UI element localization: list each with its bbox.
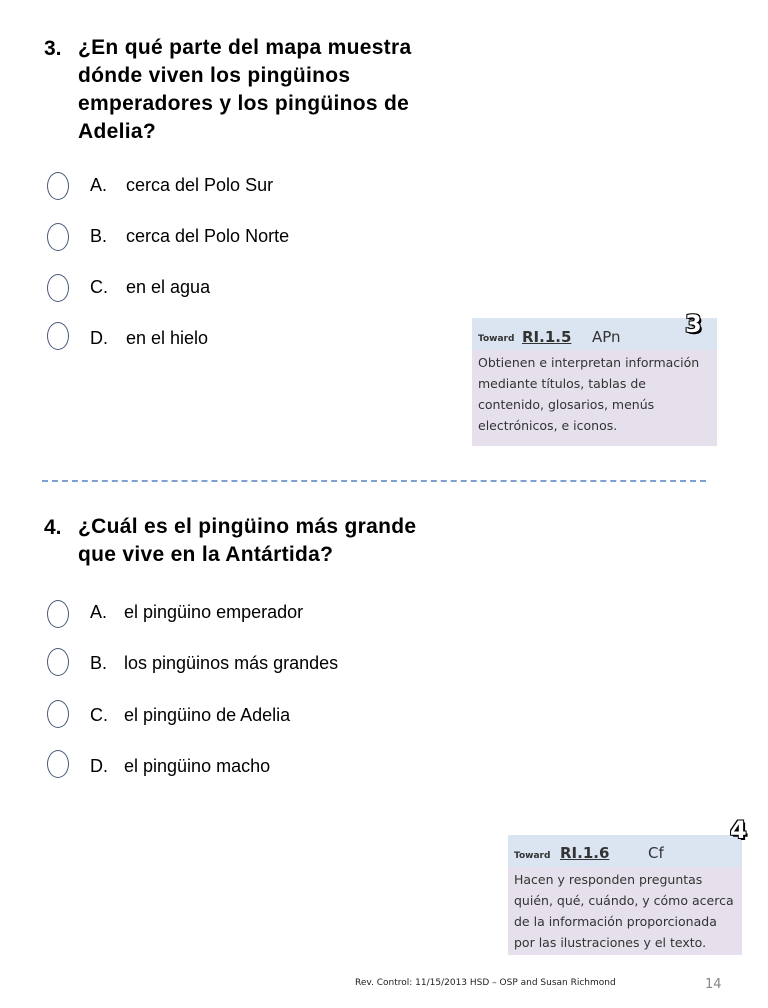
option-letter: D. [90, 756, 108, 776]
question-4-line: que vive en la Antártida? [78, 543, 334, 566]
option-letter: C. [90, 705, 108, 725]
option-letter: B. [90, 226, 108, 246]
radio-circle[interactable] [47, 648, 69, 676]
standard-description: Hacen y responden preguntas quién, qué, cuándo, y cómo acerca de la información proporcionada por las ilustraciones y el texto. [508, 867, 742, 955]
option-text: cerca del Polo Sur [126, 175, 274, 195]
option-letter: A. [90, 175, 108, 195]
question-3-text [78, 34, 411, 146]
standard-box-q3 [472, 318, 717, 446]
toward-label: Toward [514, 851, 551, 861]
question-3-line: dónde viven los pingüinos [78, 64, 351, 87]
option-letter: A. [90, 602, 108, 622]
question-badge: 3 [685, 310, 702, 338]
radio-circle[interactable] [47, 750, 69, 778]
radio-circle[interactable] [47, 274, 69, 302]
option-text: el pingüino de Adelia [124, 705, 291, 725]
question-4-line: ¿Cuál es el pingüino más grande [78, 515, 417, 538]
standard-tag: APn [592, 328, 621, 346]
question-3-line: emperadores y los pingüinos de [78, 92, 410, 115]
option-text: cerca del Polo Norte [126, 226, 290, 246]
standard-code: RI.1.6 [560, 844, 610, 862]
radio-circle[interactable] [47, 172, 69, 200]
standard-header [472, 318, 717, 350]
option-letter: B. [90, 653, 108, 673]
radio-circle[interactable] [47, 322, 69, 350]
option-text: en el agua [126, 277, 211, 297]
standard-header [508, 835, 742, 867]
option-letter: C. [90, 277, 108, 297]
option-letter: D. [90, 328, 108, 348]
standard-description: Obtienen e interpretan información mediante títulos, tablas de contenido, glosarios, menús electrónicos, e iconos. [472, 350, 717, 446]
question-3-number: 3. [44, 37, 62, 60]
question-4-text [78, 513, 416, 569]
standard-tag: Cf [648, 844, 664, 862]
option-text: el pingüino macho [124, 756, 271, 776]
section-divider [42, 480, 706, 482]
page-number: 14 [705, 977, 722, 992]
option-text: los pingüinos más grandes [124, 653, 339, 673]
option-text: el pingüino emperador [124, 602, 304, 622]
radio-circle[interactable] [47, 600, 69, 628]
revision-footer: Rev. Control: 11/15/2013 HSD – OSP and Susan Richmond [355, 978, 616, 988]
standard-box-q4 [508, 835, 742, 955]
radio-circle[interactable] [47, 223, 69, 251]
radio-circle[interactable] [47, 700, 69, 728]
question-4-number: 4. [44, 516, 62, 539]
standard-code: RI.1.5 [522, 328, 572, 346]
option-text: en el hielo [126, 328, 209, 348]
toward-label: Toward [478, 334, 515, 344]
question-badge: 4 [730, 816, 747, 844]
question-3-line: ¿En qué parte del mapa muestra [78, 36, 412, 59]
question-3-line: Adelia? [78, 120, 156, 143]
